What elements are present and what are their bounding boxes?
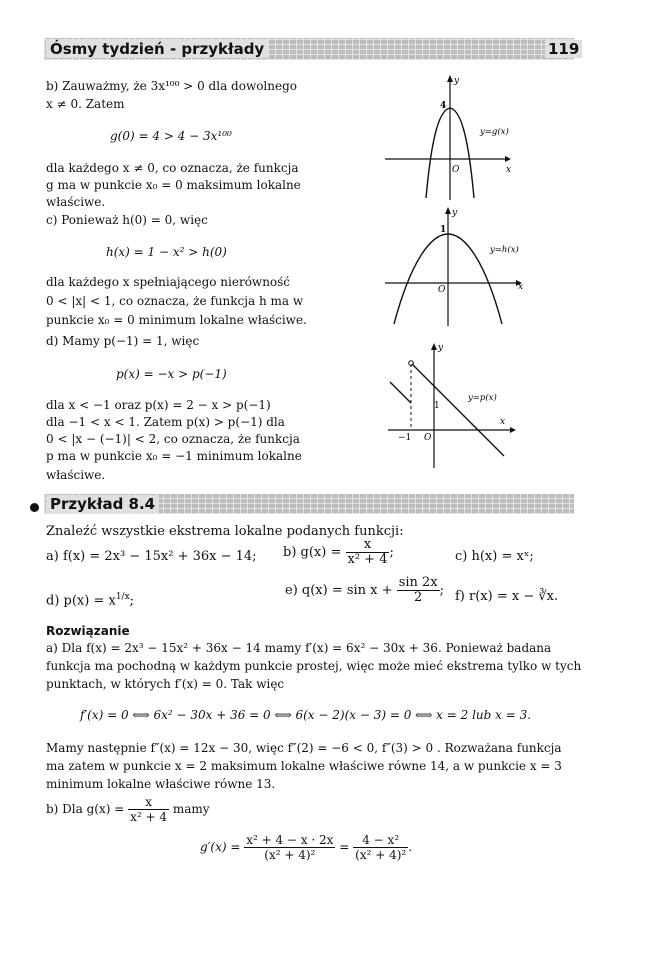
part-b-line2: x ≠ 0. Zatem	[46, 97, 125, 111]
graph-g-tick-4: 4	[440, 101, 447, 111]
example-title: Przykład 8.4	[46, 495, 159, 513]
solution-b-intro: b) Dla g(x) = $\frac{x}{\text{x² + 4}}$ mamy	[46, 795, 210, 824]
graph-g-x-arrow	[505, 156, 511, 162]
part-d-text-3: 0 < |x − (−1)| < 2, co oznacza, że funkcja	[46, 432, 300, 446]
deriv-num-1: x² + 4 − x · 2x	[246, 833, 334, 847]
graph-h	[380, 204, 540, 329]
example-a: a) f(x) = 2x³ − 15x² + 36x − 14;	[46, 549, 257, 564]
bullet-icon	[30, 503, 39, 512]
part-d-text-1: dla x < −1 oraz p(x) = 2 − x > p(−1)	[46, 398, 271, 412]
solution-a-line1: a) Dla f(x) = 2x³ − 15x² + 36x − 14 mamy f′(x) = 6x² − 30x + 36. Ponieważ badana	[46, 641, 552, 655]
solution-heading: Rozwiązanie	[46, 624, 130, 638]
graph-p-tick-1: 1	[434, 401, 440, 411]
example-e-den: 2	[414, 590, 423, 605]
part-c-text-2: 0 < |x| < 1, co oznacza, że funkcja h ma w	[46, 294, 304, 308]
part-c-text-3: punkcie x₀ = 0 minimum lokalne właściwe.	[46, 313, 307, 327]
part-d-formula: p(x) = −x > p(−1)	[116, 367, 227, 381]
part-b-text-1: dla każdego x ≠ 0, co oznacza, że funkcja	[46, 161, 299, 175]
solution-a2-line1: Mamy następnie f″(x) = 12x − 30, więc f″(2) = −6 < 0, f″(3) > 0 . Rozważana funkcja	[46, 741, 562, 755]
graph-h-curve-label: y=h(x)	[490, 245, 519, 255]
solution-a-formula: f′(x) = 0 ⟺ 6x² − 30x + 36 = 0 ⟺ 6(x − 2)(x − 3) = 0 ⟺ x = 2 lub x = 3.	[80, 708, 532, 722]
part-b-line1: b) Zauważmy, że 3x¹⁰⁰ > 0 dla dowolnego	[46, 79, 298, 93]
graph-g	[380, 72, 540, 202]
part-c-formula: h(x) = 1 − x² > h(0)	[106, 245, 227, 259]
graph-p-y-arrow	[431, 343, 437, 350]
example-d-exponent: 1/x	[115, 592, 130, 602]
part-d-text-4: p ma w punkcie x₀ = −1 minimum lokalne	[46, 449, 302, 463]
part-b-text-2: g ma w punkcie x₀ = 0 maksimum lokalne	[46, 178, 301, 192]
graph-p	[380, 338, 540, 473]
solution-a-line3: punktach, w których f′(x) = 0. Tak więc	[46, 677, 285, 691]
deriv-den-2: (x² + 4)²	[355, 848, 407, 862]
example-e: e) q(x) = sin x + $\frac{\sin 2x}{2}$ ;	[285, 575, 445, 605]
example-b: b) g(x) = $\frac{x}{\text{x² + 4}}$ ;	[283, 537, 394, 567]
deriv-den-1: (x² + 4)²	[264, 848, 316, 862]
graph-p-y-label: y	[438, 343, 444, 353]
graph-h-y-label: y	[452, 208, 458, 218]
solution-a-line2: funkcja ma pochodną w każdym punkcie prostej, więc może mieć ekstrema tylko w tych	[46, 659, 582, 673]
graph-g-x-label: x	[506, 165, 512, 175]
graph-g-y-label: y	[454, 76, 460, 86]
graph-p-left-branch	[390, 382, 411, 403]
solution-b-derivative: g′(x) = $\frac{\text{x² + 4 − x · 2x}}{\text{(x² + 4)²}}$ = $\frac{\text{4 − x²}}{\text{(x² + 4)²}}$ .	[200, 833, 413, 862]
graph-p-origin: O	[424, 433, 432, 443]
graph-p-x-label: x	[500, 417, 506, 427]
graph-p-x-arrow	[510, 427, 516, 433]
part-d-text-2: dla −1 < x < 1. Zatem p(x) > p(−1) dla	[46, 415, 285, 429]
example-d: d) $p(x) = x^{1/x}$;	[46, 592, 135, 609]
graph-h-tick-1: 1	[440, 225, 447, 235]
example-intro: Znaleźć wszystkie ekstrema lokalne podanych funkcji:	[46, 524, 404, 539]
part-b-text-3: właściwe.	[46, 195, 106, 209]
deriv-num-2: 4 − x²	[353, 833, 408, 848]
graph-g-origin: O	[452, 165, 460, 175]
part-c-text-1: dla każdego x spełniającego nierówność	[46, 275, 291, 289]
example-b-den: x² + 4	[347, 552, 388, 567]
graph-p-curve-label: y=p(x)	[468, 393, 497, 403]
example-c: c) h(x) = xˣ;	[455, 549, 534, 564]
header-title: Ósmy tydzień - przykłady	[46, 40, 268, 58]
graph-h-y-arrow	[445, 207, 451, 214]
example-b-num: x	[346, 538, 390, 553]
solution-a2-line3: minimum lokalne właściwe równe 13.	[46, 777, 276, 791]
part-d-text-5: właściwe.	[46, 468, 106, 482]
part-b-formula: g(0) = 4 > 4 − 3x¹⁰⁰	[110, 129, 232, 143]
solution-b-num: x	[128, 795, 169, 810]
solution-a2-line2: ma zatem w punkcie x = 2 maksimum lokalne właściwe równe 14, a w punkcie x = 3	[46, 759, 562, 773]
solution-b-den: x² + 4	[130, 810, 168, 824]
page-number: 119	[545, 40, 582, 58]
part-c-line1: c) Ponieważ h(0) = 0, więc	[46, 213, 208, 227]
example-f: f) r(x) = x − ∛x.	[455, 589, 559, 604]
graph-h-x-label: x	[518, 282, 524, 292]
graph-g-y-arrow	[447, 75, 453, 82]
graph-p-tick-minus1: −1	[398, 433, 412, 443]
part-d-line1: d) Mamy p(−1) = 1, więc	[46, 334, 200, 348]
example-e-num: sin 2x	[398, 575, 438, 590]
graph-h-origin: O	[438, 285, 446, 295]
graph-g-curve-label: y=g(x)	[480, 127, 509, 137]
